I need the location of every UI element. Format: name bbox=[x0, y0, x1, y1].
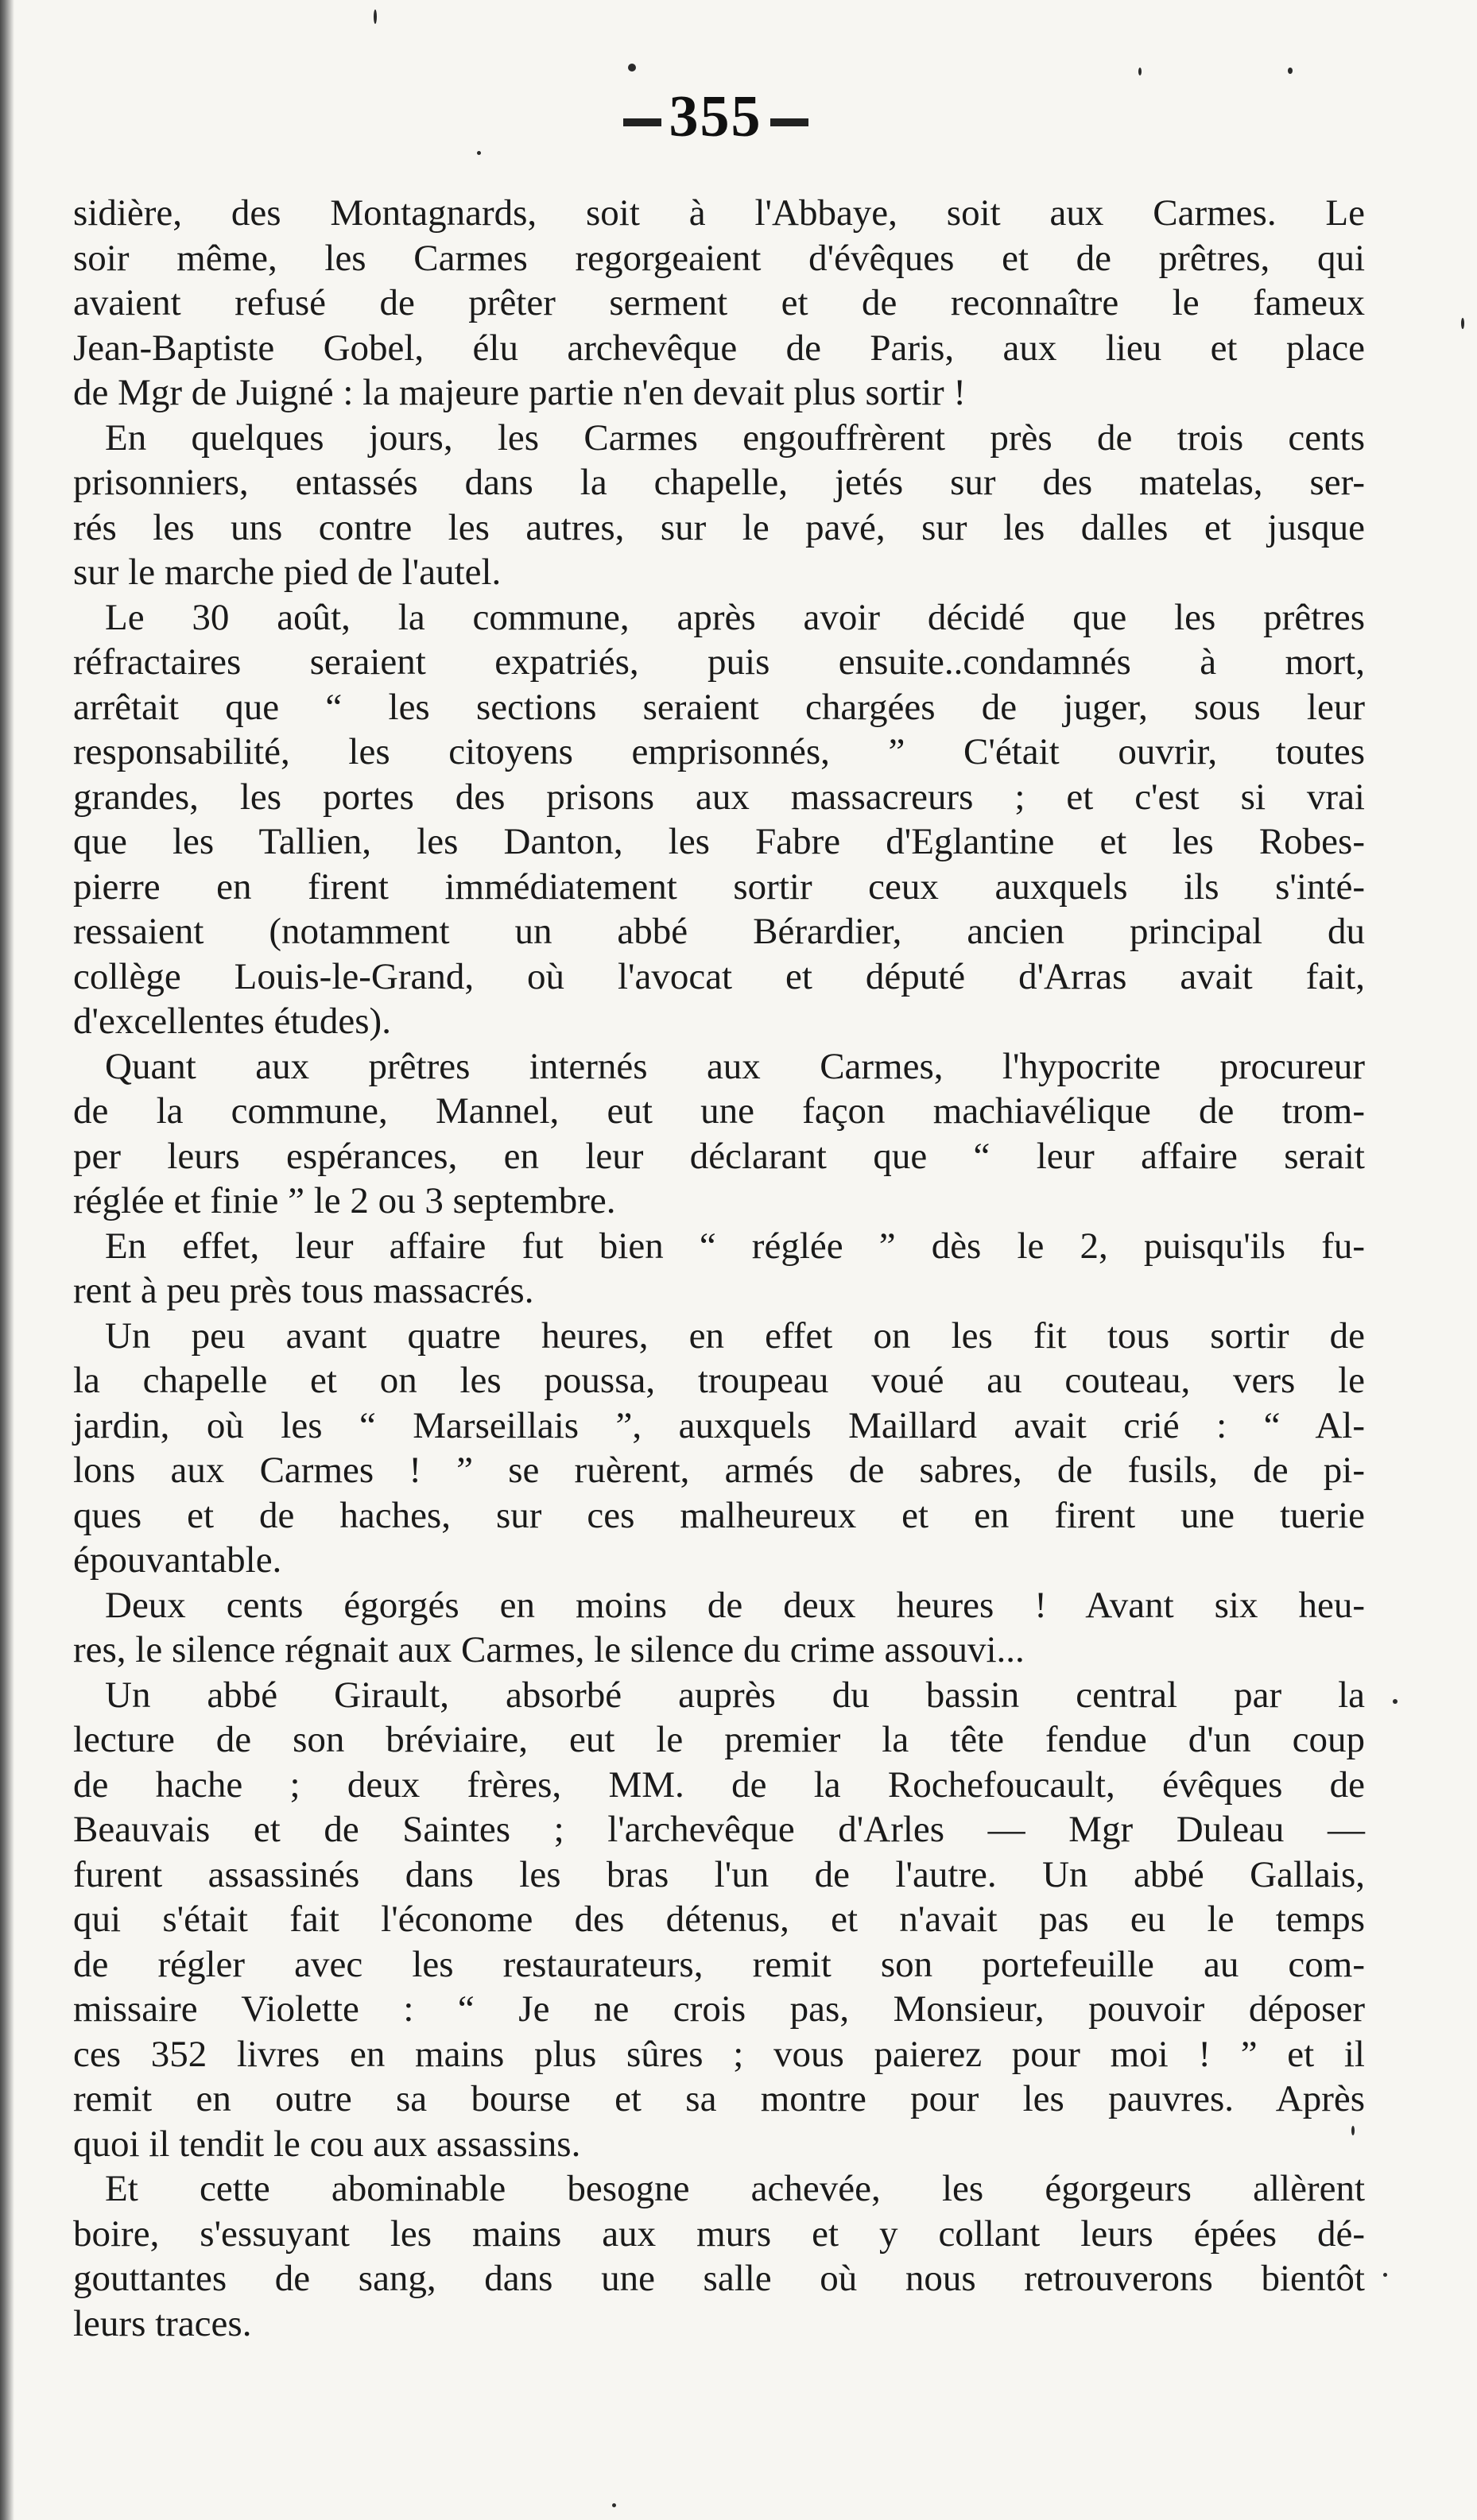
print-speck bbox=[628, 64, 636, 72]
text-line: de régler avec les restaurateurs, remit son portefeuille au com- bbox=[73, 1943, 1365, 1985]
text-line: Le 30 août, la commune, après avoir décidé que les prêtres bbox=[105, 596, 1365, 638]
text-line: lons aux Carmes ! ” se ruèrent, armés de sabres, de fusils, de pi- bbox=[73, 1450, 1365, 1491]
text-line: d'excellentes études). bbox=[73, 1001, 391, 1042]
text-line: grandes, les portes des prisons aux massacreurs ; et c'est si vrai bbox=[73, 776, 1365, 818]
text-line: rés les uns contre les autres, sur le pavé, sur les dalles et jusque bbox=[73, 506, 1365, 548]
text-line: la chapelle et on les poussa, troupeau voué au couteau, vers le bbox=[73, 1360, 1365, 1401]
text-line: Beauvais et de Saintes ; l'archevêque d'Arles — Mgr Duleau — bbox=[73, 1809, 1365, 1850]
print-speck bbox=[374, 10, 377, 24]
text-line: réfractaires seraient expatriés, puis ensuite..condamnés à mort, bbox=[73, 641, 1365, 683]
print-speck bbox=[612, 2503, 616, 2507]
text-line: soir même, les Carmes regorgeaient d'évêques et de prêtres, qui bbox=[73, 237, 1365, 279]
text-line: sur le marche pied de l'autel. bbox=[73, 552, 502, 593]
page-number-right-ornament bbox=[770, 118, 808, 126]
text-line: de Mgr de Juigné : la majeure partie n'en devait plus sortir ! bbox=[73, 372, 967, 413]
text-line: boire, s'essuyant les mains aux murs et y collant leurs épées dé- bbox=[73, 2212, 1365, 2255]
text-line: de la commune, Mannel, eut une façon machiavélique de trom- bbox=[73, 1090, 1365, 1132]
text-line: ces 352 livres en mains plus sûres ; vous paierez pour moi ! ” et il bbox=[73, 2033, 1365, 2075]
print-speck bbox=[477, 151, 481, 155]
text-line: leurs traces. bbox=[73, 2302, 252, 2344]
text-line: de hache ; deux frères, MM. de la Rochefoucault, évêques de bbox=[73, 1763, 1365, 1806]
text-line: furent assassinés dans les bras l'un de l'autre. Un abbé Gallais, bbox=[73, 1853, 1365, 1895]
text-line: responsabilité, les citoyens emprisonnés, ” C'était ouvrir, toutes bbox=[73, 731, 1365, 772]
text-line: per leurs espérances, en leur déclarant que “ leur affaire serait bbox=[73, 1135, 1365, 1177]
text-line: Et cette abominable besogne achevée, les égorgeurs allèrent bbox=[105, 2168, 1365, 2209]
text-line: res, le silence régnait aux Carmes, le silence du crime assouvi... bbox=[73, 1629, 1025, 1670]
page-number-text: 355 bbox=[669, 84, 762, 149]
text-line: En effet, leur affaire fut bien “ réglée ” dès le 2, puisqu'ils fu- bbox=[105, 1225, 1365, 1267]
text-line: Un abbé Girault, absorbé auprès du bassin central par la bbox=[105, 1674, 1365, 1716]
print-speck bbox=[1393, 1699, 1398, 1704]
text-line: Un peu avant quatre heures, en effet on les fit tous sortir de bbox=[105, 1314, 1365, 1357]
body-text bbox=[73, 191, 1365, 2346]
print-speck bbox=[1138, 68, 1142, 75]
text-line: quoi il tendit le cou aux assassins. bbox=[73, 2123, 581, 2165]
page-number-left-ornament bbox=[623, 118, 661, 126]
text-line: sidière, des Montagnards, soit à l'Abbaye, soit aux Carmes. Le bbox=[73, 192, 1365, 234]
text-line: lecture de son bréviaire, eut le premier la tête fendue d'un coup bbox=[73, 1719, 1365, 1760]
text-line: collège Louis-le-Grand, où l'avocat et député d'Arras avait fait, bbox=[73, 955, 1365, 997]
page-edge-shadow bbox=[0, 0, 14, 2520]
text-line: gouttantes de sang, dans une salle où nous retrouverons bientôt bbox=[73, 2258, 1365, 2299]
text-line: jardin, où les “ Marseillais ”, auxquels Maillard avait crié : “ Al- bbox=[73, 1404, 1365, 1446]
text-line: avaient refusé de prêter serment et de reconnaître le fameux bbox=[73, 282, 1365, 323]
page-number bbox=[604, 83, 827, 151]
text-line: prisonniers, entassés dans la chapelle, jetés sur des matelas, ser- bbox=[73, 462, 1365, 503]
text-line: réglée et finie ” le 2 ou 3 septembre. bbox=[73, 1180, 616, 1221]
text-line: Jean-Baptiste Gobel, élu archevêque de Paris, aux lieu et place bbox=[73, 327, 1365, 369]
text-line: ressaient (notamment un abbé Bérardier, ancien principal du bbox=[73, 911, 1365, 952]
text-line: Quant aux prêtres internés aux Carmes, l'hypocrite procureur bbox=[105, 1045, 1365, 1087]
text-line: que les Tallien, les Danton, les Fabre d'Eglantine et les Robes- bbox=[73, 821, 1365, 862]
text-line: qui s'était fait l'économe des détenus, et n'avait pas eu le temps bbox=[73, 1899, 1365, 1940]
text-line: épouvantable. bbox=[73, 1539, 282, 1581]
text-line: rent à peu près tous massacrés. bbox=[73, 1270, 534, 1311]
print-speck bbox=[1351, 2126, 1355, 2135]
text-line: ques et de haches, sur ces malheureux et en firent une tuerie bbox=[73, 1494, 1365, 1536]
text-line: remit en outre sa bourse et sa montre pour les pauvres. Après bbox=[73, 2078, 1365, 2119]
text-line: En quelques jours, les Carmes engouffrèrent près de trois cents bbox=[105, 416, 1365, 459]
print-speck bbox=[1288, 68, 1293, 74]
text-line: arrêtait que “ les sections seraient chargées de juger, sous leur bbox=[73, 686, 1365, 728]
text-line: Deux cents égorgés en moins de deux heures ! Avant six heu- bbox=[105, 1584, 1365, 1626]
print-speck bbox=[1383, 2273, 1387, 2277]
text-line: pierre en firent immédiatement sortir ceux auxquels ils s'inté- bbox=[73, 865, 1365, 908]
print-speck bbox=[1461, 318, 1464, 329]
text-line: missaire Violette : “ Je ne crois pas, Monsieur, pouvoir déposer bbox=[73, 1988, 1365, 2030]
